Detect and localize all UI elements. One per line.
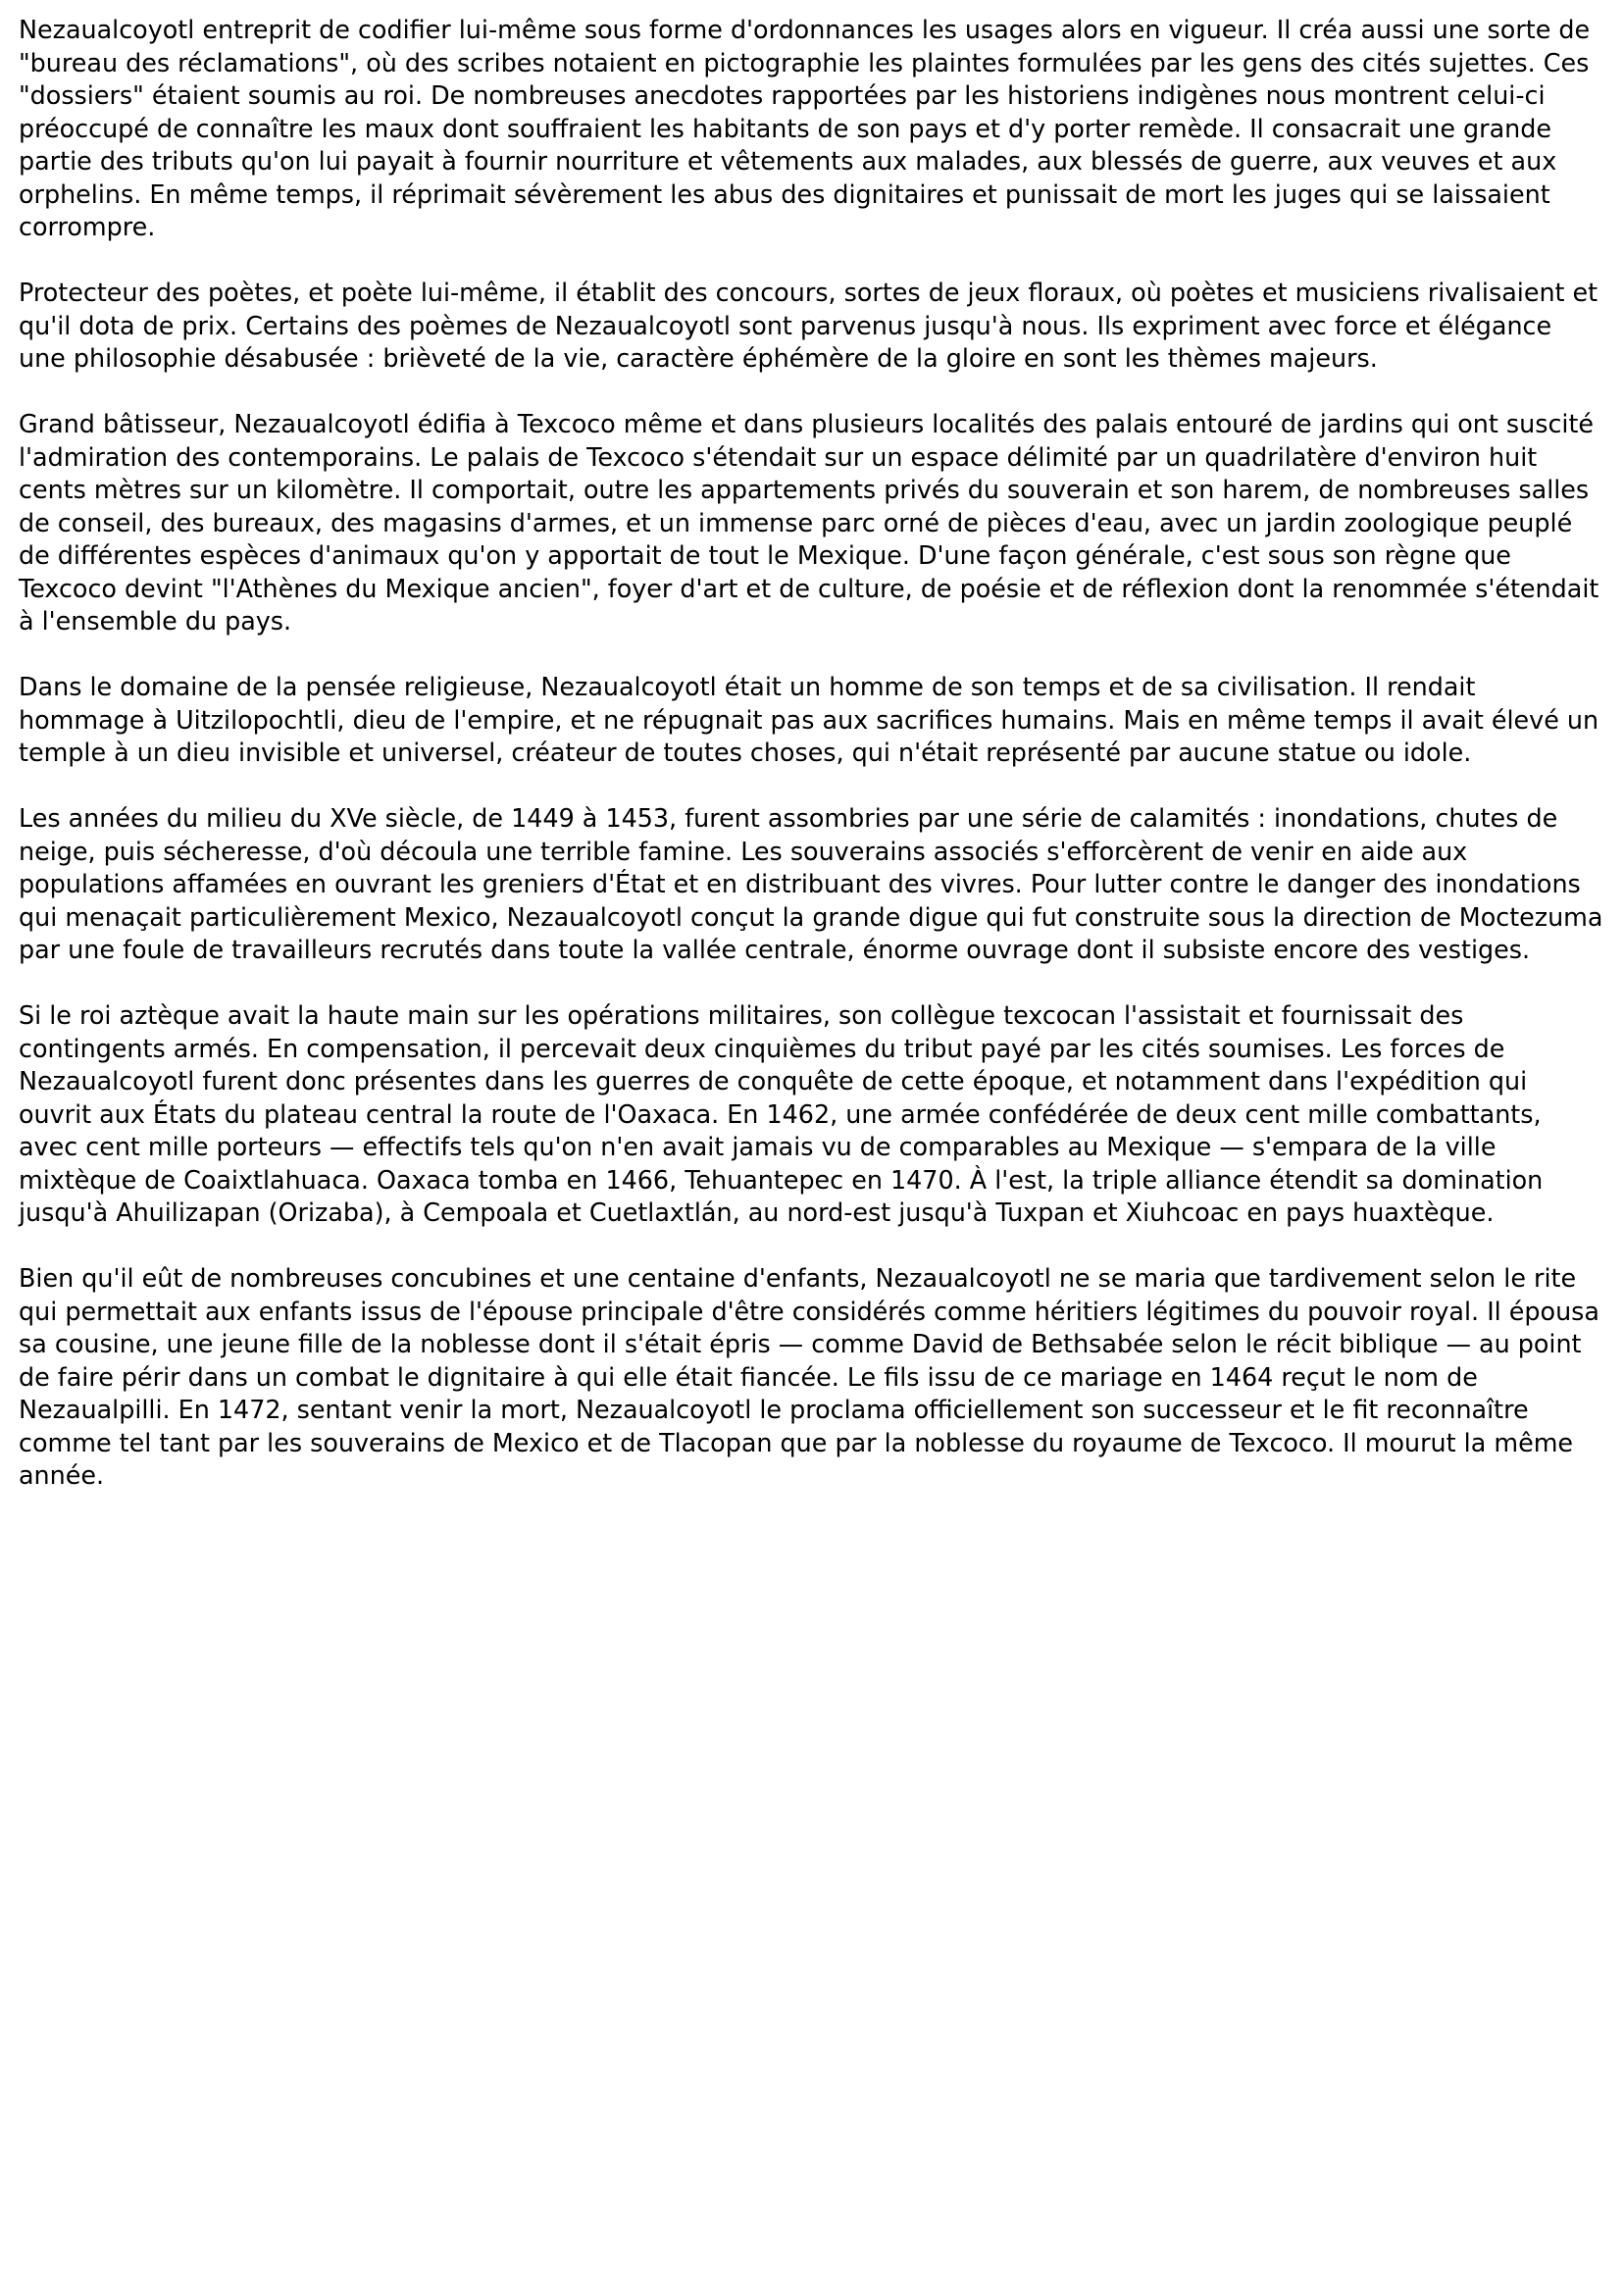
paragraph-calamites: Les années du milieu du XVe siècle, de 1449 à 1453, furent assombries par une série de calamités : inondations, chutes de neige, puis sécheresse, d'où découla une terrible famine. Les souverains associés s'efforcèrent de venir en aide aux populations affamées en ouvrant les greniers d'État et en distribuant des vivres. Pour lutter contre le danger des inondations qui menaçait particulièrement Mexico, Nezaualcoyotl conçut la grande digue qui fut construite sous la direction de Moctezuma par une foule de travailleurs recrutés dans toute la vallée centrale, énorme ouvrage dont il subsiste encore des vestiges. bbox=[19, 803, 1603, 964]
paragraph-ordonnances: Nezaualcoyotl entreprit de codifier lui-même sous forme d'ordonnances les usages alors en vigueur. Il créa aussi une sorte de "bureau des réclamations", où des scribes notaient en pictographie les plaintes formulées par les gens des cités sujettes. Ces "dossiers" étaient soumis au roi. De nombreuses anecdotes rapportées par les historiens indigènes nous montrent celui-ci préoccupé de connaître les maux dont souffraient les habitants de son pays et d'y porter remède. Il consacrait une grande partie des tributs qu'on lui payait à fournir nourriture et vêtements aux malades, aux blessés de guerre, aux veuves et aux orphelins. En même temps, il réprimait sévèrement les abus des dignitaires et punissait de mort les juges qui se laissaient corrompre. bbox=[19, 15, 1591, 241]
document-body bbox=[19, 14, 1605, 1493]
paragraph-batisseur: Grand bâtisseur, Nezaualcoyotl édifia à Texcoco même et dans plusieurs localités des palais entouré de jardins qui ont suscité l'admiration des contemporains. Le palais de Texcoco s'étendait sur un espace délimité par un quadrilatère d'environ huit cents mètres sur un kilomètre. Il comportait, outre les appartements privés du souverain et son harem, de nombreuses salles de conseil, des bureaux, des magasins d'armes, et un immense parc orné de pièces d'eau, avec un jardin zoologique peuplé de différentes espèces d'animaux qu'on y apportait de tout le Mexique. D'une façon générale, c'est sous son règne que Texcoco devint "l'Athènes du Mexique ancien", foyer d'art et de culture, de poésie et de réflexion dont la renommée s'étendait à l'ensemble du pays. bbox=[19, 409, 1599, 636]
paragraph-poetes: Protecteur des poètes, et poète lui-même, il établit des concours, sortes de jeux floraux, où poètes et musiciens rivalisaient et qu'il dota de prix. Certains des poèmes de Nezaualcoyotl sont parvenus jusqu'à nous. Ils expriment avec force et élégance une philosophie désabusée : brièveté de la vie, caractère éphémère de la gloire en sont les thèmes majeurs. bbox=[19, 278, 1599, 373]
paragraph-succession: Bien qu'il eût de nombreuses concubines et une centaine d'enfants, Nezaualcoyotl ne se maria que tardivement selon le rite qui permettait aux enfants issus de l'épouse principale d'être considérés comme héritiers légitimes du pouvoir royal. Il épousa sa cousine, une jeune fille de la noblesse dont il s'était épris — comme David de Bethsabée selon le récit biblique — au point de faire périr dans un combat le dignitaire à qui elle était fiancée. Le fils issu de ce mariage en 1464 reçut le nom de Nezaualpilli. En 1472, sentant venir la mort, Nezaualcoyotl le proclama officiellement son successeur et le fit reconnaître comme tel tant par les souverains de Mexico et de Tlacopan que par la noblesse du royaume de Texcoco. Il mourut la même année. bbox=[19, 1263, 1599, 1490]
paragraph-operations-militaires: Si le roi aztèque avait la haute main sur les opérations militaires, son collègue texcocan l'assistait et fournissait des contingents armés. En compensation, il percevait deux cinquièmes du tribut payé par les cités soumises. Les forces de Nezaualcoyotl furent donc présentes dans les guerres de conquête de cette époque, et notamment dans l'expédition qui ouvrit aux États du plateau central la route de l'Oaxaca. En 1462, une armée confédérée de deux cent mille combattants, avec cent mille porteurs — effectifs tels qu'on n'en avait jamais vu de comparables au Mexique — s'empara de la ville mixtèque de Coaixtlahuaca. Oaxaca tomba en 1466, Tehuantepec en 1470. À l'est, la triple alliance étendit sa domination jusqu'à Ahuilizapan (Orizaba), à Cempoala et Cuetlaxtlán, au nord-est jusqu'à Tuxpan et Xiuhcoac en pays huaxtèque. bbox=[19, 1000, 1544, 1227]
paragraph-pensee-religieuse: Dans le domaine de la pensée religieuse, Nezaualcoyotl était un homme de son temps et de sa civilisation. Il rendait hommage à Uitzilopochtli, dieu de l'empire, et ne répugnait pas aux sacrifices humains. Mais en même temps il avait élevé un temple à un dieu invisible et universel, créateur de toutes choses, qui n'était représenté par aucune statue ou idole. bbox=[19, 672, 1599, 767]
